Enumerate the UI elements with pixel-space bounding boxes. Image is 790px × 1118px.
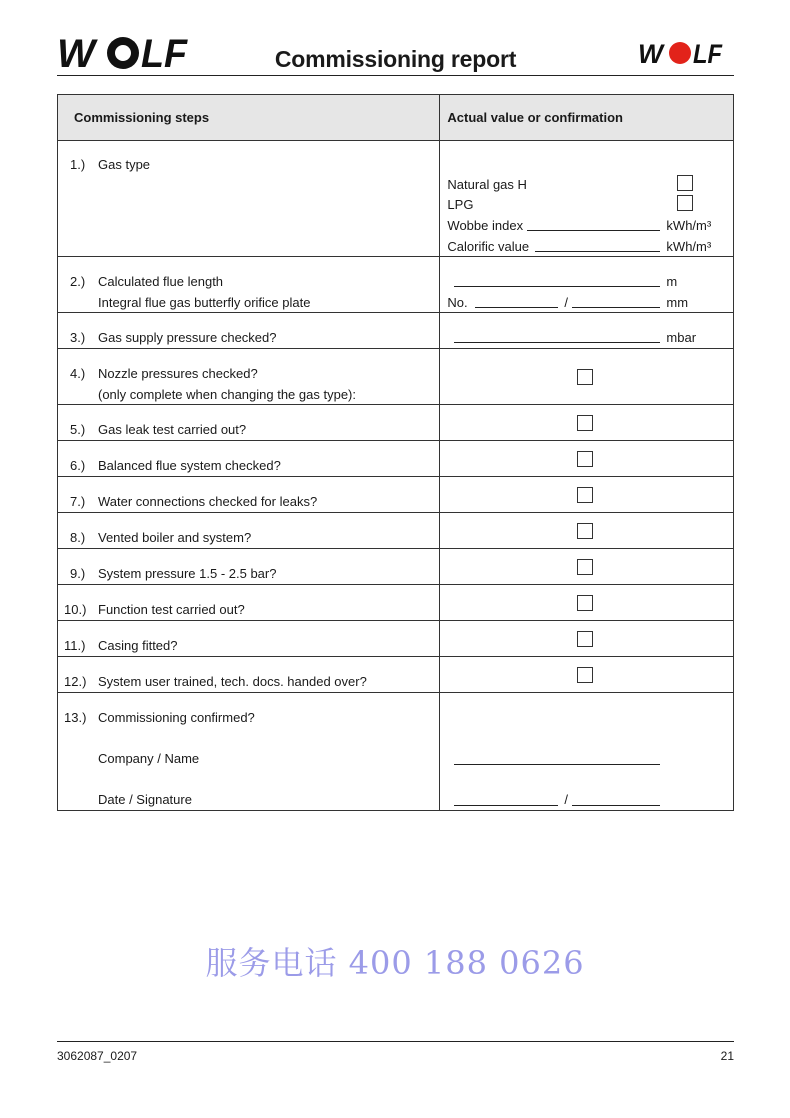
step-label: Casing fitted? — [98, 638, 178, 653]
step-number: 3.) — [70, 330, 86, 345]
step-number: 13.) — [64, 710, 87, 725]
page-number: 21 — [720, 1049, 734, 1063]
step-cell — [58, 513, 440, 549]
wobbe-index-field[interactable] — [527, 230, 660, 231]
value-cell — [440, 313, 734, 349]
step-cell — [58, 141, 440, 257]
step-number: 12.) — [64, 674, 87, 689]
value-cell — [440, 477, 734, 513]
company-name-label: Company / Name — [98, 751, 200, 766]
step-label: Commissioning confirmed? — [98, 710, 255, 725]
table-row-commissioning-confirmed — [58, 693, 734, 811]
step-cell — [58, 549, 440, 585]
step-number: 2.) — [70, 274, 86, 289]
table-row-vented-boiler — [58, 513, 734, 549]
natural-gas-label: Natural gas H — [447, 177, 527, 192]
document-number: 3062087_0207 — [57, 1049, 138, 1063]
value-cell — [440, 693, 734, 811]
table-row-system-pressure — [58, 549, 734, 585]
value-cell — [440, 549, 734, 585]
step-number: 1.) — [70, 157, 86, 172]
svg-text:LF: LF — [693, 39, 724, 69]
step-number: 4.) — [70, 366, 86, 381]
orifice-mm-field[interactable] — [572, 307, 660, 308]
confirm-checkbox[interactable] — [577, 523, 593, 539]
step-label: Calculated flue length — [98, 274, 224, 289]
step-label: Function test carried out? — [98, 602, 245, 617]
value-cell — [440, 257, 734, 313]
value-cell — [440, 349, 734, 405]
step-cell — [58, 657, 440, 693]
step-number: 6.) — [70, 458, 86, 473]
company-name-field[interactable] — [454, 764, 660, 765]
calorific-value-field[interactable] — [535, 251, 660, 252]
step-cell — [58, 585, 440, 621]
date-signature-label: Date / Signature — [98, 792, 192, 807]
table-header-row — [58, 95, 734, 141]
step-label: Gas supply pressure checked? — [98, 330, 277, 345]
step-number: 11.) — [64, 638, 86, 653]
separator-slash: / — [564, 792, 569, 807]
step-number: 7.) — [70, 494, 86, 509]
confirm-checkbox[interactable] — [577, 451, 593, 467]
confirm-checkbox[interactable] — [577, 595, 593, 611]
step-number: 5.) — [70, 422, 86, 437]
step-cell — [58, 257, 440, 313]
lpg-checkbox[interactable] — [677, 195, 693, 211]
step-label: Balanced flue system checked? — [98, 458, 281, 473]
confirm-checkbox[interactable] — [577, 667, 593, 683]
step-cell — [58, 441, 440, 477]
orifice-no-label: No. — [447, 295, 468, 310]
separator-slash: / — [564, 295, 569, 310]
value-cell — [440, 513, 734, 549]
svg-text:W: W — [57, 32, 99, 76]
table-row-casing — [58, 621, 734, 657]
step-label: Gas type — [98, 157, 151, 172]
confirm-checkbox[interactable] — [577, 369, 593, 385]
table-row-user-trained — [58, 657, 734, 693]
watermark-phone: 服务电话 400 188 0626 — [205, 944, 585, 982]
table-row-gas-type — [58, 141, 734, 257]
table-row-function-test — [58, 585, 734, 621]
step-cell — [58, 349, 440, 405]
flue-length-field[interactable] — [454, 286, 660, 287]
signature-field[interactable] — [572, 805, 660, 806]
calorific-value-label: Calorific value — [447, 239, 530, 254]
step-number: 8.) — [70, 530, 86, 545]
wobbe-index-label: Wobbe index — [447, 218, 524, 233]
value-cell — [440, 441, 734, 477]
confirm-checkbox[interactable] — [577, 559, 593, 575]
step-number: 9.) — [70, 566, 86, 581]
table-row-gas-leak — [58, 405, 734, 441]
step-label-secondary: Integral flue gas butterfly orifice plate — [98, 295, 311, 310]
step-label: Gas leak test carried out? — [98, 422, 247, 437]
orifice-no-field[interactable] — [475, 307, 558, 308]
value-cell — [440, 621, 734, 657]
svg-text:W: W — [638, 39, 666, 69]
step-label: Vented boiler and system? — [98, 530, 252, 545]
table-row-nozzle — [58, 349, 734, 405]
calorific-unit: kWh/m³ — [666, 239, 712, 254]
unit-mbar: mbar — [666, 330, 697, 345]
value-cell — [440, 405, 734, 441]
lpg-label: LPG — [447, 197, 474, 212]
natural-gas-checkbox[interactable] — [677, 175, 693, 191]
confirm-checkbox[interactable] — [577, 415, 593, 431]
step-cell — [58, 621, 440, 657]
step-cell — [58, 477, 440, 513]
table-row-gas-supply — [58, 313, 734, 349]
step-label: Water connections checked for leaks? — [98, 494, 318, 509]
step-label-secondary: (only complete when changing the gas type): — [98, 387, 356, 402]
step-label: System user trained, tech. docs. handed over? — [98, 674, 367, 689]
svg-text:LF: LF — [141, 32, 189, 76]
table-row-flue-length — [58, 257, 734, 313]
wolf-logo-right — [638, 39, 724, 69]
step-number: 10.) — [64, 602, 87, 617]
value-cell — [440, 141, 734, 257]
column-header-steps: Commissioning steps — [58, 95, 440, 141]
step-cell — [58, 313, 440, 349]
commissioning-table — [57, 94, 734, 811]
step-label: Nozzle pressures checked? — [98, 366, 258, 381]
step-cell — [58, 405, 440, 441]
step-cell — [58, 693, 440, 811]
step-label: System pressure 1.5 - 2.5 bar? — [98, 566, 277, 581]
gas-pressure-field[interactable] — [454, 342, 660, 343]
page-title: Commissioning report — [274, 46, 517, 72]
table-row-water-connections — [58, 477, 734, 513]
confirm-checkbox[interactable] — [577, 631, 593, 647]
unit-m: m — [666, 274, 678, 289]
value-cell — [440, 585, 734, 621]
value-cell — [440, 657, 734, 693]
unit-mm: mm — [666, 295, 689, 310]
date-field[interactable] — [454, 805, 558, 806]
wobbe-unit: kWh/m³ — [666, 218, 712, 233]
table-row-balanced-flue — [58, 441, 734, 477]
footer-divider — [57, 1041, 734, 1042]
column-header-values: Actual value or confirmation — [440, 95, 734, 141]
page-header — [57, 28, 734, 76]
confirm-checkbox[interactable] — [577, 487, 593, 503]
